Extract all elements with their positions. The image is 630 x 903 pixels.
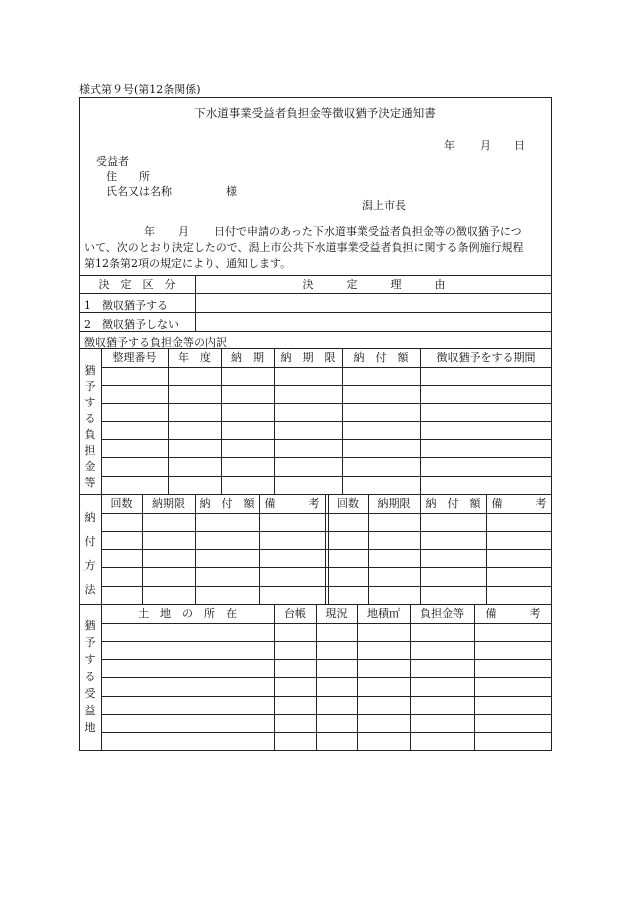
- breakdown-row-line: [101, 476, 552, 477]
- rule-breakdown-bottom: [79, 494, 552, 495]
- document-title: 下水道事業受益者負担金等徴収猶予決定通知書: [194, 106, 436, 120]
- body-date-year: 年: [144, 225, 155, 238]
- land-col-current-use: 現況: [325, 607, 348, 620]
- payment-col-count: 回数: [337, 497, 359, 510]
- breakdown-side-char: 担: [84, 444, 96, 457]
- date-day-label: 日: [514, 139, 525, 152]
- issuer-label: 潟上市長: [362, 199, 406, 212]
- payment-col-due-date: 納期限: [152, 497, 185, 510]
- name-label: 氏名又は名称: [106, 185, 172, 198]
- payment-row-line: [101, 531, 552, 532]
- land-col-ledger: 台帳: [284, 607, 306, 620]
- body-date-month: 月: [178, 225, 189, 238]
- land-row-line: [101, 732, 552, 733]
- land-row-line: [101, 714, 552, 715]
- payment-col-remarks: 備 考: [491, 497, 547, 510]
- payment-col-remarks: 備 考: [264, 497, 320, 510]
- land-row-line: [101, 677, 552, 678]
- payment-col-amount: 納 付 額: [425, 497, 481, 510]
- payment-side-char: 納: [84, 511, 96, 524]
- land-side-char: る: [84, 670, 96, 683]
- payment-col-due-date: 納期限: [377, 497, 411, 510]
- payment-side-char: 法: [84, 583, 96, 596]
- breakdown-row-line: [101, 367, 552, 368]
- breakdown-side-char: 等: [84, 476, 96, 489]
- land-row-line: [101, 641, 552, 642]
- land-row-line: [101, 696, 552, 697]
- breakdown-row-line: [101, 439, 552, 440]
- payment-col-amount: 納 付 額: [199, 497, 255, 510]
- rule-decision-top: [79, 275, 552, 276]
- land-row-line: [101, 623, 552, 624]
- body-text-line3: 第12条第2項の規定により、通知します。: [84, 257, 292, 270]
- payment-row-line: [101, 513, 552, 514]
- breakdown-col-fiscal-year: 年 度: [178, 351, 211, 364]
- land-side-char: す: [84, 653, 96, 666]
- land-col-area: 地積㎡: [367, 607, 400, 620]
- land-side-char: 猶: [84, 619, 96, 632]
- breakdown-col-ref-number: 整理番号: [112, 351, 157, 364]
- decision-option-grant: 1 徴収猶予する: [84, 299, 168, 312]
- land-side-char: 益: [84, 704, 96, 717]
- payment-row-line: [101, 567, 552, 568]
- breakdown-col-due-date: 納 期 限: [280, 351, 336, 364]
- land-side-char: 受: [84, 687, 96, 700]
- body-text-line1: 日付で申請のあった下水道事業受益者負担金等の徴収猶予につ: [214, 225, 522, 238]
- breakdown-side-char: る: [84, 412, 96, 425]
- recipient-label: 受益者: [96, 155, 129, 168]
- form-number: 様式第９号(第12条関係): [79, 83, 201, 96]
- decision-option-deny: 2 徴収猶予しない: [84, 318, 179, 331]
- payment-col-count: 回数: [110, 497, 133, 510]
- land-col-location: 土 地 の 所 在: [138, 607, 237, 620]
- breakdown-col-term: 納 期: [231, 351, 264, 364]
- land-col-remarks: 備 考: [485, 607, 541, 620]
- payment-row-line: [101, 586, 552, 587]
- breakdown-side-char: 負: [84, 428, 96, 441]
- land-side-char: 予: [84, 636, 96, 649]
- breakdown-row-line: [101, 403, 552, 404]
- breakdown-col-amount: 納 付 額: [353, 351, 409, 364]
- date-year-label: 年: [444, 139, 455, 152]
- payment-side-char: 方: [84, 559, 96, 572]
- breakdown-col-deferral-period: 徴収猶予をする期間: [436, 351, 536, 364]
- breakdown-caption: 徴収猶予する負担金等の内訳: [84, 336, 227, 349]
- date-month-label: 月: [480, 139, 491, 152]
- body-text-line2: いて、次のとおり決定したので、潟上市公共下水道事業受益者負担に関する条例施行規程: [84, 241, 524, 254]
- land-col-charge: 負担金等: [420, 607, 464, 620]
- breakdown-row-line: [101, 457, 552, 458]
- decision-reason-header: 決 定 理 由: [302, 278, 446, 291]
- breakdown-side-char: 金: [84, 460, 96, 473]
- land-row-line: [101, 659, 552, 660]
- honorific-label: 様: [226, 185, 237, 198]
- payment-side-char: 付: [84, 535, 96, 548]
- breakdown-row-line: [101, 421, 552, 422]
- decision-category-header: 決 定 区 分: [98, 278, 176, 291]
- breakdown-row-line: [101, 385, 552, 386]
- breakdown-side-char: 猶: [84, 364, 96, 377]
- address-label: 住 所: [106, 170, 150, 183]
- breakdown-side-char: 予: [84, 380, 96, 393]
- breakdown-side-char: す: [84, 396, 96, 409]
- land-side-char: 地: [84, 721, 96, 734]
- rule-decision-header: [79, 293, 552, 294]
- payment-row-line: [101, 549, 552, 550]
